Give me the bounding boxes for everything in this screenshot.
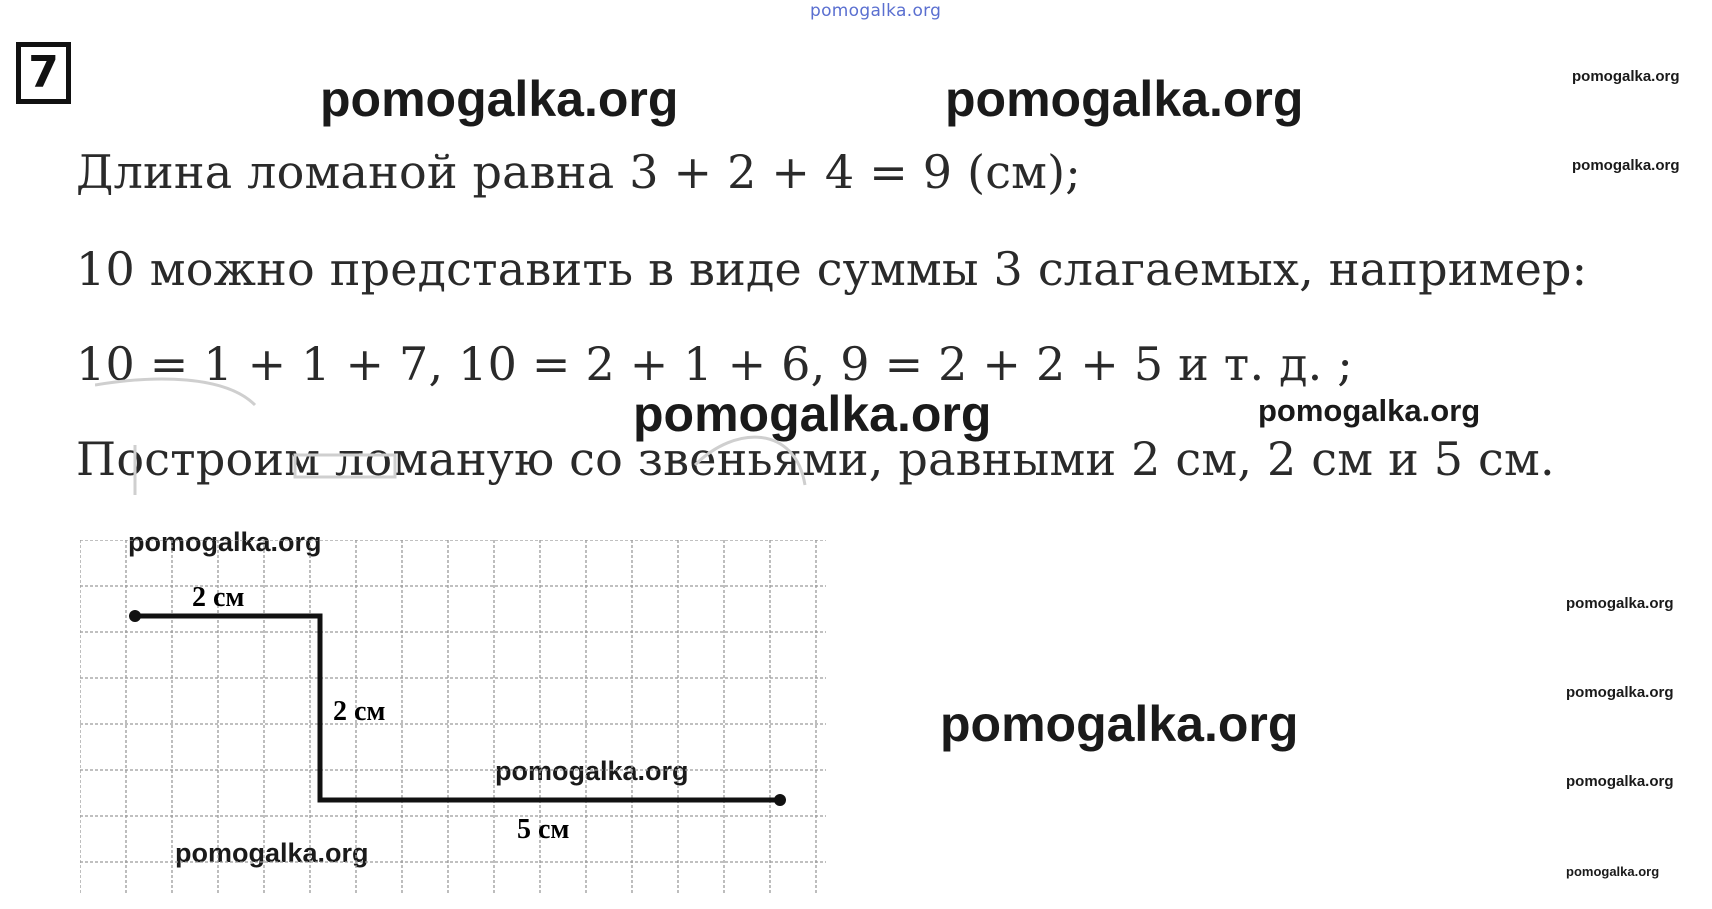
segment-label-3: 5 см: [517, 814, 570, 845]
text-line-3: 10 = 1 + 1 + 7, 10 = 2 + 1 + 6, 9 = 2 + 2 + 5 и т. д. ;: [76, 337, 1353, 391]
watermark: pomogalka.org: [633, 386, 992, 442]
watermark: pomogalka.org: [945, 71, 1304, 127]
text-line-4: Построим ломаную со звеньями, равными 2 см, 2 см и 5 см.: [76, 432, 1555, 486]
segment-label-1: 2 см: [192, 582, 245, 613]
polyline-end-point: [774, 794, 786, 806]
grid-figure: [80, 540, 826, 893]
watermark: pomogalka.org: [495, 756, 689, 786]
watermark: pomogalka.org: [1566, 595, 1674, 612]
site-link[interactable]: pomogalka.org: [810, 1, 942, 21]
watermark: pomogalka.org: [320, 71, 679, 127]
polyline: [135, 616, 780, 800]
watermark: pomogalka.org: [940, 696, 1299, 752]
watermark: pomogalka.org: [1258, 393, 1481, 428]
task-number: 7: [28, 47, 59, 98]
watermark: pomogalka.org: [128, 527, 322, 557]
watermark: pomogalka.org: [1572, 157, 1680, 174]
watermark: pomogalka.org: [1572, 68, 1680, 85]
watermark: pomogalka.org: [1566, 684, 1674, 701]
watermark: pomogalka.org: [1566, 773, 1674, 790]
ghost-artifact: [95, 365, 815, 515]
watermark: pomogalka.org: [175, 838, 369, 868]
text-line-2: 10 можно представить в виде суммы 3 слагаемых, например:: [76, 242, 1588, 296]
watermark: pomogalka.org: [1566, 864, 1660, 879]
text-line-1: Длина ломаной равна 3 + 2 + 4 = 9 (см);: [76, 145, 1081, 199]
polyline-start-point: [129, 610, 141, 622]
task-number-box: [16, 42, 71, 104]
segment-label-2: 2 см: [333, 696, 386, 727]
